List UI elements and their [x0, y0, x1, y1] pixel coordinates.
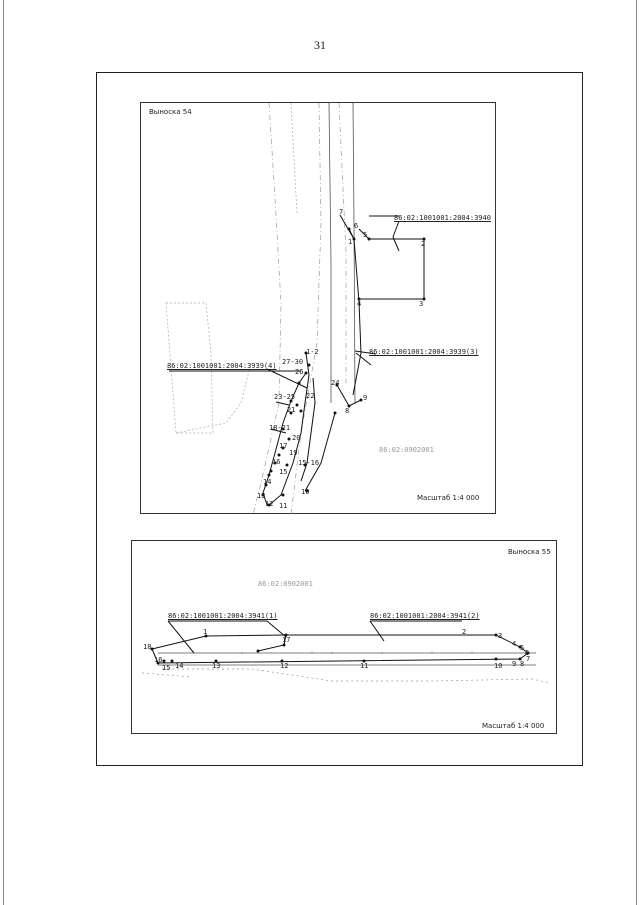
point-label: 17	[282, 636, 291, 644]
point-label: 21	[287, 406, 296, 414]
block-label: 86:02:0902001	[379, 446, 434, 454]
parcel-label-3941-1: 86:02:1001001:2004:3941(1)	[168, 612, 278, 620]
point-label: 16	[272, 458, 281, 466]
point-label: 12	[280, 662, 289, 670]
inset-55-panel	[131, 540, 557, 734]
point-label: 27-30	[282, 358, 304, 366]
point-label: 22	[306, 392, 315, 400]
point-label: 6	[525, 649, 530, 657]
point-label: 6	[354, 222, 359, 230]
point-label: 20	[292, 434, 301, 442]
parcel-label-3939-4: 86:02:1001001:2004:3939(4)	[167, 362, 277, 370]
point-label: 16	[154, 656, 163, 664]
point-label: 15	[279, 468, 288, 476]
point-label: 11	[360, 662, 369, 670]
block-label: 86:02:0902001	[258, 580, 313, 588]
point-label: 14	[263, 478, 272, 486]
point-label: 7	[526, 655, 531, 663]
point-label: 8	[345, 407, 350, 415]
right-page-edge	[636, 0, 637, 905]
point-label: 9	[363, 394, 368, 402]
point-label: 5	[363, 231, 368, 239]
point-label: 24	[331, 379, 340, 387]
parcel-label-3939-3: 86:02:1001001:2004:3939(3)	[369, 348, 479, 356]
point-label: 18	[143, 643, 152, 651]
point-label: 14	[175, 662, 184, 670]
point-label: 11	[279, 502, 288, 510]
point-label: 19	[289, 449, 298, 457]
inset-55-title: Выноска 55	[508, 548, 551, 556]
point-label: 7	[339, 208, 344, 216]
point-label: 9	[512, 660, 517, 668]
point-label: 4	[512, 640, 517, 648]
point-label: 1-2	[306, 348, 319, 356]
inset-55-drawing	[132, 541, 558, 735]
point-label: 4	[357, 300, 362, 308]
point-label: 2	[421, 240, 426, 248]
inset-54-title: Выноска 54	[149, 108, 192, 116]
point-label: 18-21	[269, 424, 291, 432]
point-label: 12	[265, 500, 274, 508]
inset-54-scale: Масштаб 1:4 000	[417, 494, 480, 502]
point-label: 3	[498, 632, 503, 640]
point-label: 5	[520, 644, 525, 652]
point-label: 2	[462, 628, 467, 636]
point-label: 1	[203, 628, 208, 636]
point-label: 17	[279, 442, 288, 450]
point-label: 8	[520, 660, 525, 668]
point-label: 13	[257, 492, 266, 500]
point-label: 15	[162, 664, 171, 672]
point-label: 15-16	[298, 459, 320, 467]
page-number: 31	[314, 38, 326, 52]
left-page-edge	[3, 0, 4, 905]
point-label: 10	[301, 488, 310, 496]
point-label: 1	[348, 238, 353, 246]
inset-54-panel	[140, 102, 496, 514]
point-label: 13	[212, 662, 221, 670]
parcel-label-3941-2: 86:02:1001001:2004:3941(2)	[370, 612, 480, 620]
point-label: 23-25	[274, 393, 296, 401]
point-label: 26	[295, 368, 304, 376]
point-label: 3	[419, 300, 424, 308]
inset-54-drawing	[141, 103, 497, 515]
point-label: 10	[494, 662, 503, 670]
inset-55-scale: Масштаб 1:4 000	[482, 722, 545, 730]
parcel-label-3940: 86:02:1001001:2004:3940	[394, 214, 491, 222]
